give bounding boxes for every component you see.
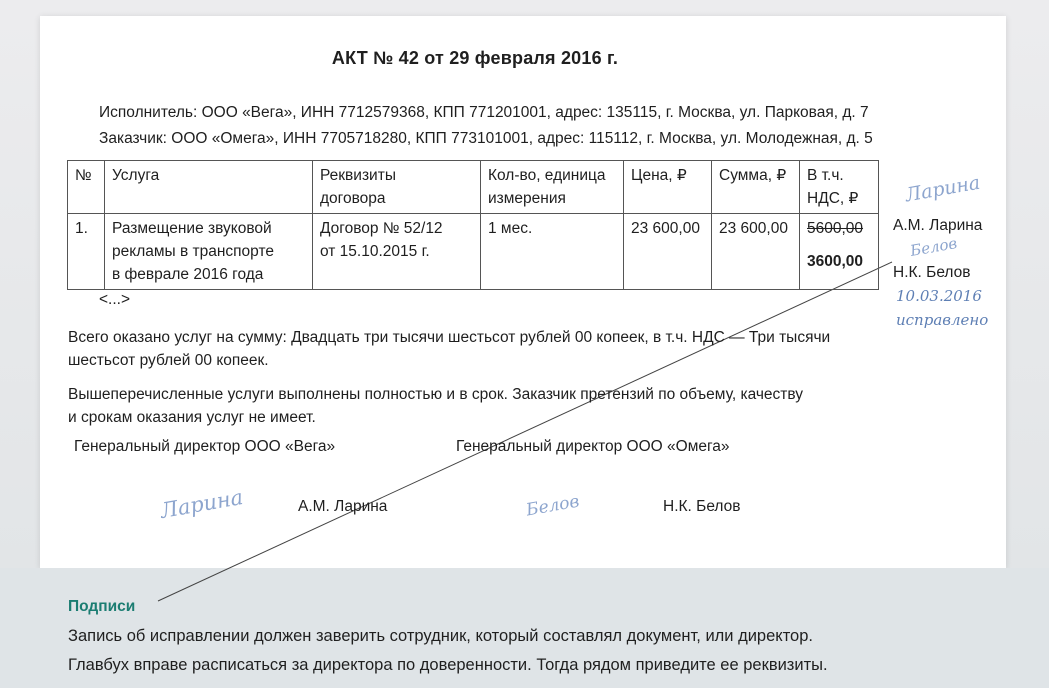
- correction-name-2: Н.К. Белов: [893, 264, 971, 281]
- services-table: [67, 160, 879, 290]
- header-sum: Сумма, ₽: [712, 161, 800, 214]
- total-line-1: Всего оказано услуг на сумму: Двадцать три тысячи шестьсот рублей 00 копеек, в т.ч. НДС — Три тысячи: [68, 329, 831, 346]
- correction-signature-2: Белов: [908, 234, 959, 260]
- table-row: [68, 214, 879, 290]
- correction-note: исправлено: [896, 311, 989, 329]
- completion-line-2: и срокам оказания услуг не имеет.: [68, 409, 316, 426]
- correction-name-1: А.М. Ларина: [893, 217, 983, 234]
- header-price: Цена, ₽: [624, 161, 712, 214]
- correction-signature-1: Ларина: [903, 171, 982, 207]
- row-service: Размещение звуковой рекламы в транспорте в феврале 2016 года: [105, 214, 313, 290]
- name-customer: Н.К. Белов: [663, 498, 741, 515]
- row-sum: 23 600,00: [712, 214, 800, 290]
- name-executor: А.М. Ларина: [298, 498, 388, 515]
- row-price: 23 600,00: [624, 214, 712, 290]
- vat-new-value: 3600,00: [807, 253, 864, 270]
- completion-line-1: Вышеперечисленные услуги выполнены полностью и в срок. Заказчик претензий по объему, качеству: [68, 386, 804, 403]
- header-contract: Реквизиты договора: [313, 161, 481, 214]
- table-header-row: [68, 161, 879, 214]
- header-qty: Кол-во, единица измерения: [481, 161, 624, 214]
- footer-heading: Подписи: [68, 598, 136, 615]
- signature-executor: Ларина: [158, 484, 245, 524]
- ellipsis: <...>: [99, 291, 131, 308]
- director-customer: Генеральный директор ООО «Омега»: [456, 438, 730, 455]
- executor-line: Исполнитель: ООО «Вега», ИНН 7712579368, КПП 771201001, адрес: 135115, г. Москва, ул. Парковая, д. 7: [99, 104, 869, 121]
- correction-date: 10.03.2016: [896, 287, 982, 305]
- row-vat: [800, 214, 879, 290]
- document-title: АКТ № 42 от 29 февраля 2016 г.: [331, 48, 619, 68]
- footer-line-1: Запись об исправлении должен заверить сотрудник, который составлял документ, или директор.: [68, 627, 813, 645]
- vat-old-value: 5600,00: [807, 220, 864, 237]
- director-executor: Генеральный директор ООО «Вега»: [74, 438, 336, 455]
- header-vat: В т.ч. НДС, ₽: [800, 161, 879, 214]
- row-qty: 1 мес.: [481, 214, 624, 290]
- row-contract: Договор № 52/12 от 15.10.2015 г.: [313, 214, 481, 290]
- signature-customer: Белов: [524, 491, 581, 521]
- header-num: №: [68, 161, 105, 214]
- customer-line: Заказчик: ООО «Омега», ИНН 7705718280, КПП 773101001, адрес: 115112, г. Москва, ул. Молодежная, д. 5: [99, 130, 873, 147]
- row-num: 1.: [68, 214, 105, 290]
- footer-line-2: Главбух вправе расписаться за директора по доверенности. Тогда рядом приведите ее реквизиты.: [68, 656, 828, 674]
- total-line-2: шестьсот рублей 00 копеек.: [68, 352, 269, 369]
- header-service: Услуга: [105, 161, 313, 214]
